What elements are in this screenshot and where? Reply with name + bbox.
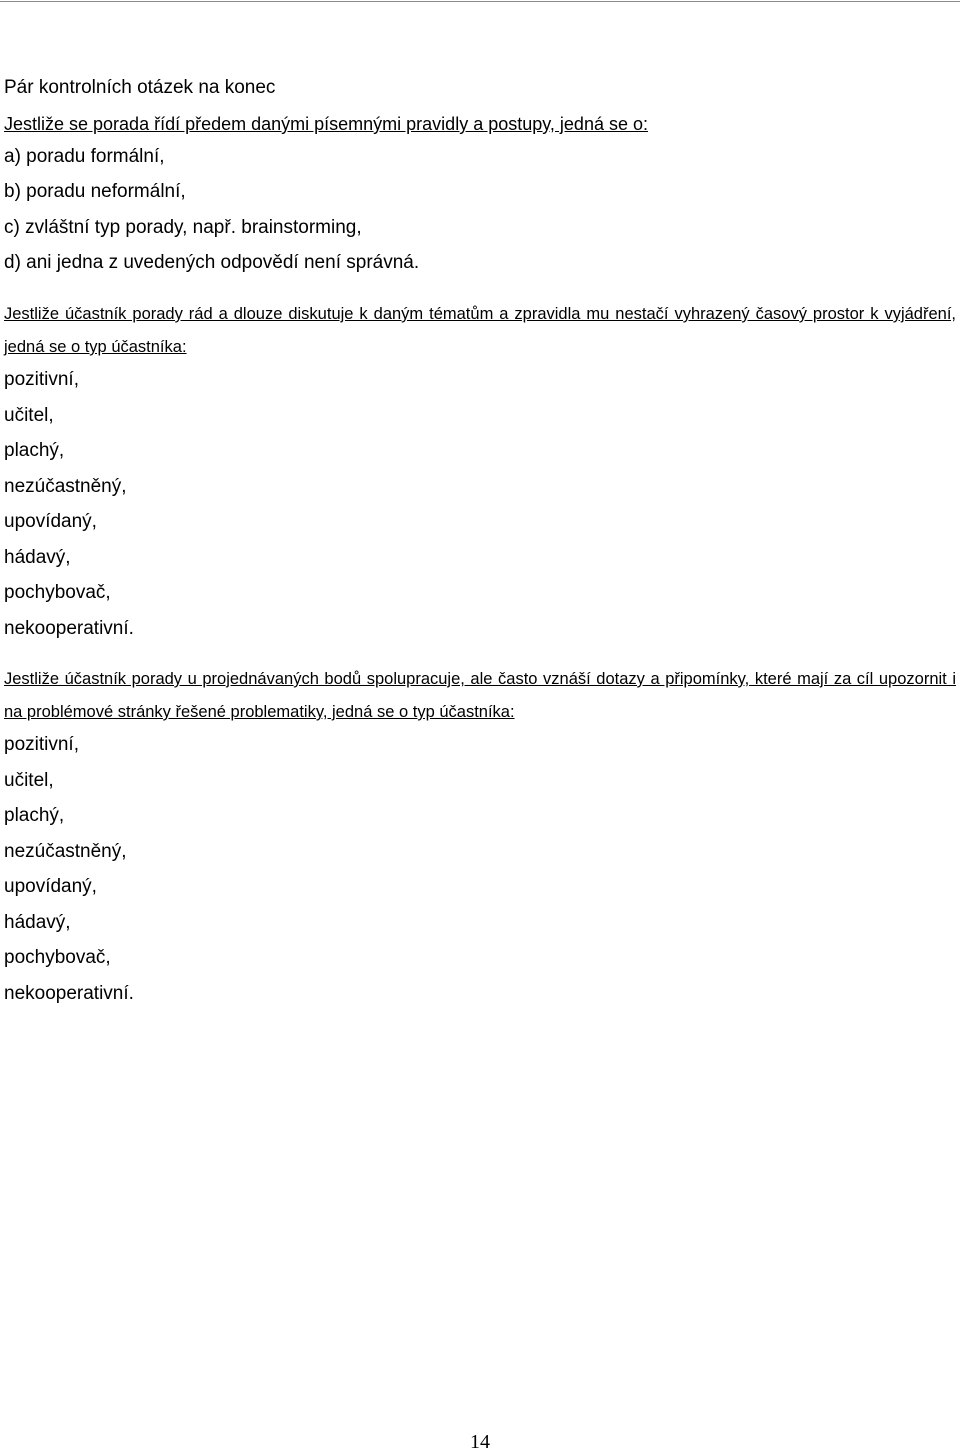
question-2-option: plachý, (4, 440, 65, 461)
question-3-text: Jestliže účastník porady u projednávaných bodů spolupracuje, ale často vznáší dotazy a připomínky, které mají za cíl upozornit i na problémové stránky řešené problematiky, jedná se o typ účastníka: (4, 670, 956, 721)
question-3-option: pochybovač, (4, 947, 111, 968)
question-2-options (4, 368, 134, 652)
question-3-option: učitel, (4, 769, 54, 791)
question-2-option: nekooperativní. (4, 617, 134, 639)
question-2-option: učitel, (4, 404, 54, 426)
question-1-option-a: a) poradu formální, (4, 146, 165, 167)
question-3-option: pozitivní, (4, 734, 79, 755)
question-2-text: Jestliže účastník porady rád a dlouze diskutuje k daným tématům a zpravidla mu nestačí vyhrazený časový prostor k vyjádření, jedná se o typ účastníka: (4, 305, 956, 356)
question-2-option: pochybovač, (4, 582, 111, 603)
question-3-options (4, 733, 134, 1017)
page-number: 14 (470, 1431, 490, 1453)
question-1-option-d: d) ani jedna z uvedených odpovědí není správná. (4, 251, 420, 273)
question-2-option: pozitivní, (4, 369, 79, 390)
question-1-text: Jestliže se porada řídí předem danými písemnými pravidly a postupy, jedná se o: (4, 114, 648, 134)
question-3-option: upovídaný, (4, 876, 97, 897)
question-3-option: hádavý, (4, 911, 71, 933)
question-2-option: upovídaný, (4, 511, 97, 532)
section-title: Pár kontrolních otázek na konec (4, 77, 276, 98)
question-3-option: nezúčastněný, (4, 840, 127, 862)
question-1-options (4, 145, 419, 286)
question-1-option-b: b) poradu neformální, (4, 181, 186, 203)
header-rule (0, 1, 960, 2)
question-3-option: nekooperativní. (4, 982, 134, 1004)
question-3-option: plachý, (4, 805, 65, 826)
question-1-option-c: c) zvláštní typ porady, např. brainstorming, (4, 216, 362, 238)
question-2-option: nezúčastněný, (4, 475, 127, 497)
question-2-option: hádavý, (4, 546, 71, 568)
